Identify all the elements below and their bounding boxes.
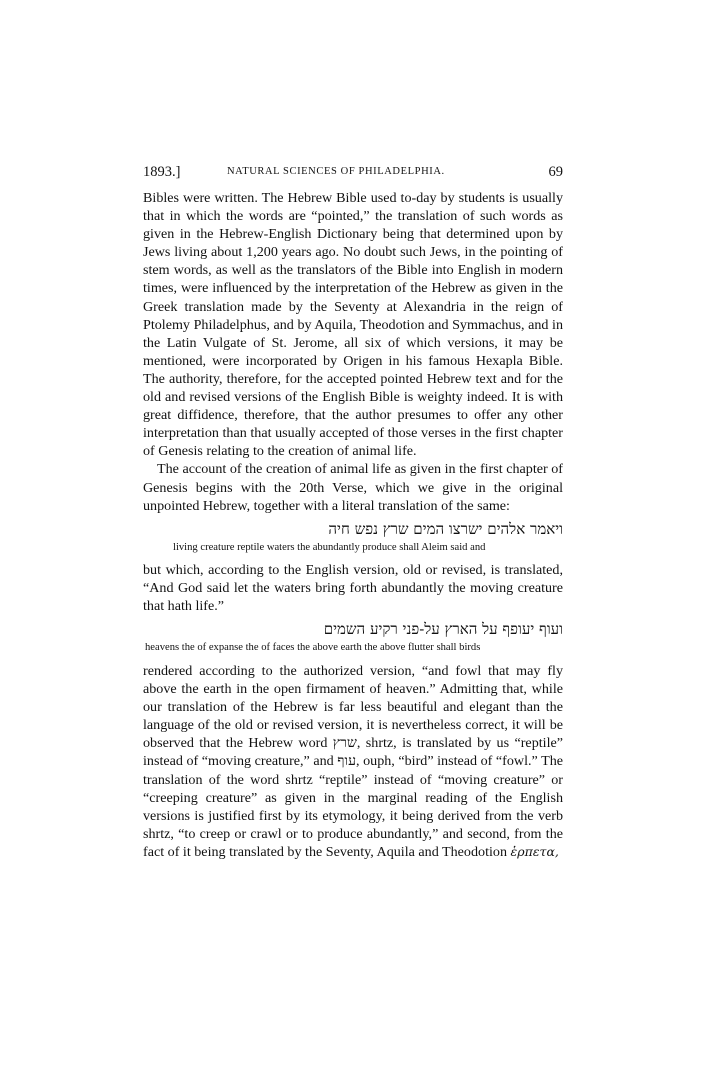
hebrew-word-ouph: עוף (337, 753, 357, 770)
running-header (143, 164, 563, 184)
interlinear-gloss-1: living creature reptile waters the abundantly produce shall Aleim said and (173, 541, 486, 553)
page-number: 69 (548, 164, 563, 180)
paragraph-4-part-b: , shrtz, is translated by us “reptile” instead of “moving creature,” and (143, 735, 563, 770)
paragraph-1: Bibles were written. The Hebrew Bible used to-day by students is usually that in which the words are “pointed,” the translation of such words as given in the Hebrew-English Dictionary being that determined upon by Jews living about 1,200 years ago. No doubt such Jews, in the pointing of stem words, as well as the translators of the Bible into English in modern times, were influenced by the interpretation of the Hebrew as given in the Greek translation made by the Seventy at Alexandria in the reign of Ptolemy Philadelphus, and by Aquila, Theodotion and Symmachus, and in the Latin Vulgate of St. Jerome, all six of which versions, it may be mentioned, were incorporated by Origen in his famous Hexapla Bible. The authority, therefore, for the accepted pointed Hebrew text and for the old and revised versions of the English Bible is weighty indeed. It is with great diffidence, therefore, that the author presumes to offer any other interpretation than that usually accepted of those verses in the first chapter of Genesis relating to the creation of animal life. (143, 190, 563, 460)
body-text (143, 189, 563, 861)
hebrew-verse-20b: ועוף יעופף על הארץ על-פני רקיע השמים (323, 619, 563, 638)
paragraph-2: The account of the creation of animal life as given in the first chapter of Genesis begins with the 20th Verse, which we give in the original unpointed Hebrew, together with a literal translation of the same: (143, 461, 563, 514)
paragraph-4 (143, 662, 563, 861)
hebrew-verse-20: ויאמר אלהים ישרצו המים שרץ נפש חיה (328, 519, 563, 538)
paragraph-3: but which, according to the English version, old or revised, is translated, “And God said let the waters bring forth abundantly the moving creature that hath life.” (143, 561, 563, 614)
greek-word-herpeta: ἑρπετα, (510, 843, 559, 859)
hebrew-word-shrtz: שרץ (332, 735, 357, 752)
header-year: 1893.] (143, 164, 181, 180)
interlinear-gloss-2: heavens the of expanse the of faces the above earth the above flutter shall birds (145, 641, 481, 653)
paragraph-4-part-c: , ouph, “bird” instead of “fowl.” The translation of the word shrtz “reptile” instead of “moving creature” or “creeping creature” as given in the marginal reading of the English versions is justified first by its etymology, it being derived from the verb shrtz, “to creep or crawl or to produce abundantly,” and second, from the fact of it being translated by the Seventy, Aquila and Theodotion (143, 753, 563, 860)
header-running-title: NATURAL SCIENCES OF PHILADELPHIA. (227, 166, 445, 177)
paragraph-4-part-a: rendered according to the authorized version, “and fowl that may fly above the earth in the open firmament of heaven.” Admitting that, while our translation of the Hebrew is far less beautiful and elegant than the language of the old or revised version, it is nevertheless correct, it will be observed that the Hebrew word (143, 662, 563, 752)
